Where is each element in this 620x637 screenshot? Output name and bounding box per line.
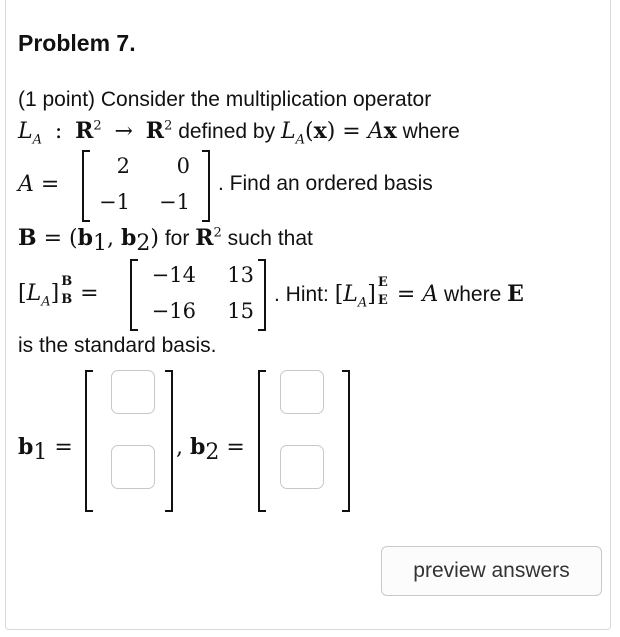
b2-label: , $b_2$ = (176, 434, 245, 466)
operator-definition: $L_A$ : $R^2 \to R^2$ defined by $L_A(x) = Ax$ where (18, 118, 460, 148)
right-bracket (202, 150, 210, 222)
basis-definition: $B = (b_1$, $b_2$) for $R^2$ such that (18, 225, 313, 257)
preview-answers-button[interactable]: preview answers (381, 546, 602, 596)
matrix-cell: −14 (151, 263, 196, 287)
for-text: for (164, 227, 190, 250)
b2-entry-1-input[interactable] (280, 370, 324, 414)
LA-B-label: $[L_A]$ B B = (18, 274, 99, 310)
right-bracket (258, 259, 266, 331)
hint-where-text: where (444, 283, 502, 306)
matrix-cell: −1 (159, 190, 190, 214)
problem-title: Problem 7. (18, 30, 136, 56)
b2-vector (258, 370, 350, 512)
b1-entry-2-input[interactable] (111, 445, 155, 489)
math-R2: $R^2$ (75, 118, 102, 144)
matrix-cell: 0 (176, 154, 190, 178)
b1-entry-1-input[interactable] (111, 370, 155, 414)
b2-entry-2-input[interactable] (280, 445, 324, 489)
hint-text: . Hint: (274, 283, 329, 306)
right-bracket (165, 370, 173, 512)
standard-basis-text: is the standard basis. (18, 334, 217, 357)
problem-intro: (1 point) Consider the multiplication operator (18, 88, 432, 111)
right-bracket (342, 370, 350, 512)
such-that-text: such that (227, 227, 313, 250)
where-text: where (402, 120, 460, 143)
math-LA: $L_A$ (18, 119, 42, 148)
hint-line: . Hint: $[L_A]$ E E = A where E (274, 275, 524, 311)
matrix-cell: 2 (116, 154, 130, 178)
matrix-cell: −1 (99, 190, 130, 214)
left-bracket (85, 370, 93, 512)
b1-label: $b_1$ = (18, 434, 73, 466)
matrix-A-label: A = (18, 172, 60, 197)
matrix-cell: 13 (227, 263, 254, 287)
b1-vector (85, 370, 173, 512)
defined-by-text: defined by (178, 120, 276, 143)
matrix-cell: −16 (151, 299, 196, 323)
matrix-LA-B (130, 259, 268, 331)
matrix-cell: 15 (227, 299, 254, 323)
left-bracket (258, 370, 266, 512)
find-basis-text: . Find an ordered basis (218, 172, 433, 195)
matrix-A (82, 150, 212, 222)
